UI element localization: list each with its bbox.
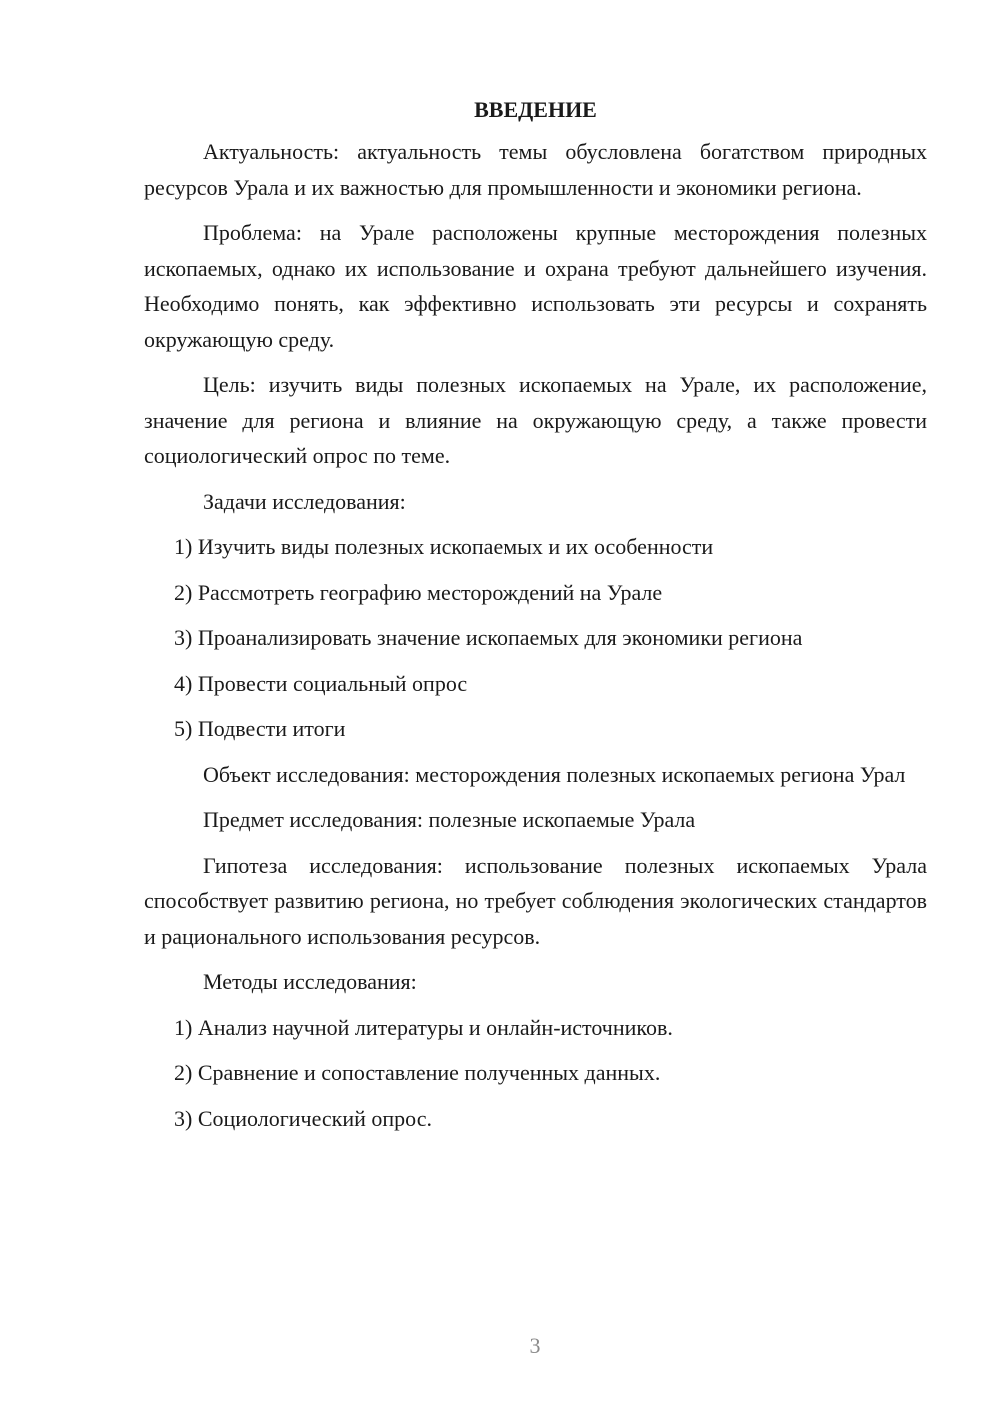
methods-heading: Методы исследования:	[203, 969, 417, 994]
document-page	[144, 90, 927, 1146]
list-item: 1) Изучить виды полезных ископаемых и их особенности	[174, 534, 714, 559]
methods-list	[144, 1010, 927, 1137]
paragraph-subject: Предмет исследования: полезные ископаемые Урала	[203, 807, 696, 832]
list-item: 5) Подвести итоги	[174, 716, 346, 741]
paragraph-relevance: Актуальность: актуальность темы обусловлена богатством природных ресурсов Урала и их важностью для промышленности и экономики региона.	[144, 139, 927, 200]
tasks-heading: Задачи исследования:	[203, 488, 406, 514]
page-number: 3	[529, 1333, 541, 1358]
list-item: 4) Провести социальный опрос	[174, 670, 468, 696]
list-item: 3) Социологический опрос.	[174, 1105, 432, 1131]
list-item: 2) Сравнение и сопоставление полученных данных.	[174, 1060, 661, 1085]
list-item: 2) Рассмотреть географию месторождений на Урале	[174, 579, 663, 605]
paragraph-problem: Проблема: на Урале расположены крупные месторождения полезных ископаемых, однако их использование и охрана требуют дальнейшего изучения. Необходимо понять, как эффективно использовать эти ресурсы и сохранять окружающую среду.	[144, 220, 927, 352]
list-item: 1) Анализ научной литературы и онлайн-источников.	[174, 1014, 673, 1040]
section-title: ВВЕДЕНИЕ	[474, 97, 597, 122]
paragraph-hypothesis: Гипотеза исследования: использование полезных ископаемых Урала способствует развитию региона, но требует соблюдения экологических стандартов и рационального использования ресурсов.	[144, 852, 927, 949]
list-item: 3) Проанализировать значение ископаемых для экономики региона	[174, 625, 803, 650]
paragraph-goal: Цель: изучить виды полезных ископаемых на Урале, их расположение, значение для региона и влияние на окружающую среду, а также провести социологический опрос по теме.	[144, 372, 927, 468]
tasks-list	[144, 529, 927, 747]
paragraph-object: Объект исследования: месторождения полезных ископаемых региона Урал	[203, 761, 906, 787]
